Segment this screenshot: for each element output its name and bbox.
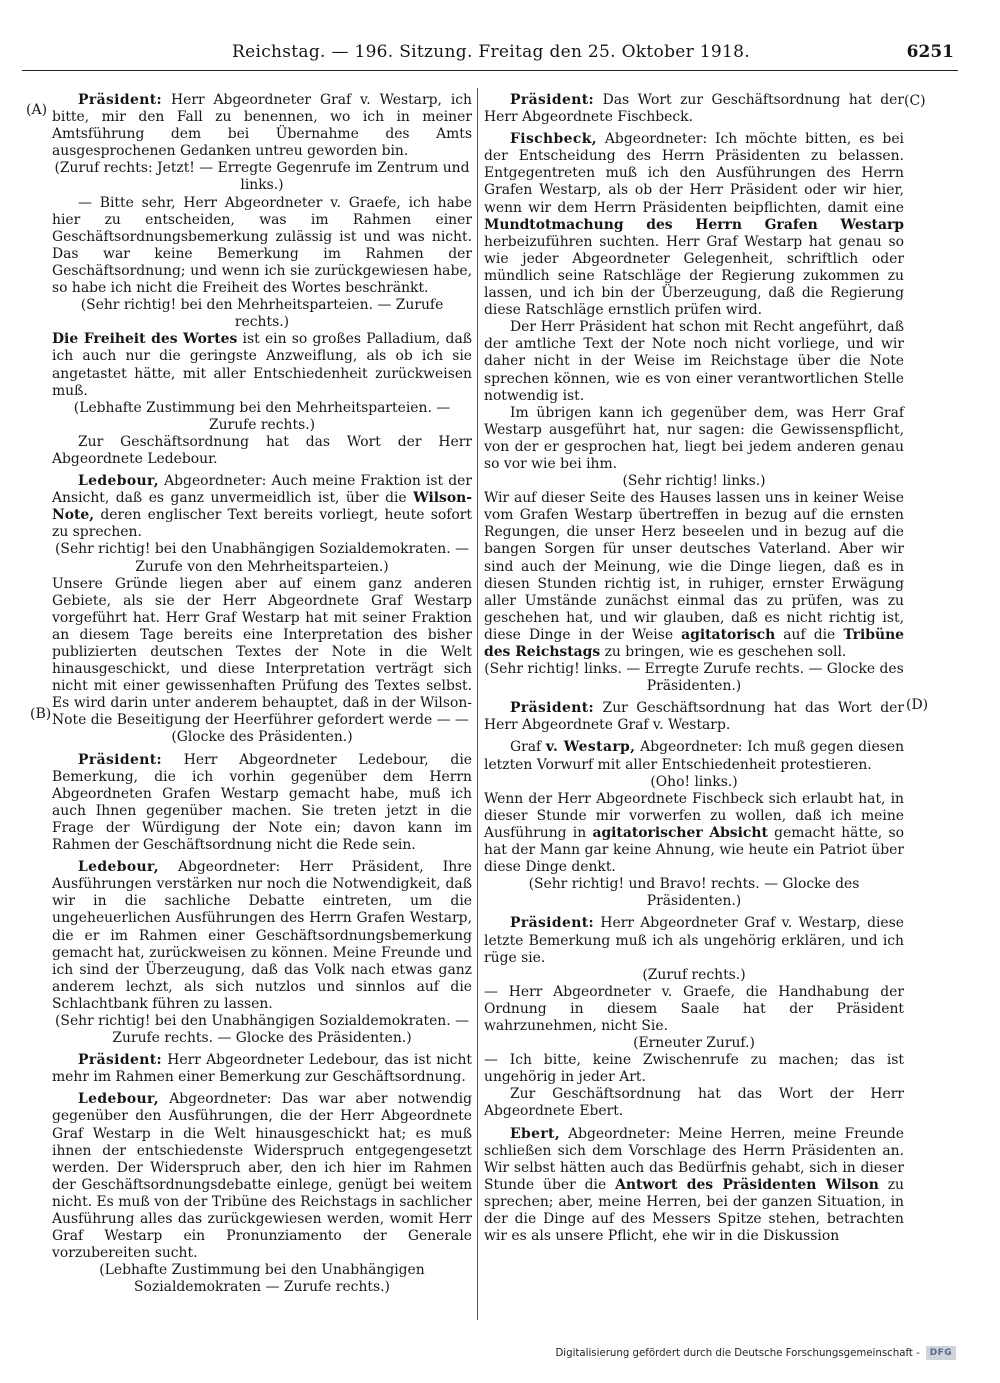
paragraph-text: zu sprechen; aber, meine Herren, bei der ganzen Situation, in der die Dinge auf des Messers Spitze stehen, betrachten wir es als unsere Pflicht, ehe wir in die Diskussion bbox=[484, 1176, 904, 1245]
column-divider bbox=[477, 88, 478, 1320]
margin-mark-c: (C) bbox=[904, 93, 926, 109]
speaker-name: Fischbeck, bbox=[510, 131, 597, 148]
interjection: (Sehr richtig! bei den Unabhängigen Sozialdemokraten. — Zurufe rechts. — Glocke des Präsidenten.) bbox=[55, 1012, 469, 1047]
paragraph-text: Abgeordneter: Ich muß gegen diesen letzten Vorwurf mit aller Entschiedenheit protestieren. bbox=[484, 739, 905, 773]
paragraph-text: Abgeordneter: Auch meine Fraktion ist der Ansicht, daß es ganz unvermeidlich ist, über die bbox=[52, 473, 472, 507]
interjection: (Sehr richtig! bei den Mehrheitsparteien. — Zurufe rechts.) bbox=[80, 297, 444, 331]
paragraph-text: Das Wort zur Geschäftsordnung hat der Herr Abgeordnete Fischbeck. bbox=[484, 92, 904, 126]
interjection: (Lebhafte Zustimmung bei den Mehrheitsparteien. — Zurufe rechts.) bbox=[73, 399, 451, 433]
paragraph bbox=[484, 131, 904, 319]
paragraph bbox=[52, 1091, 472, 1262]
paragraph-text: Zur Geschäftsordnung hat das Wort der Herr Abgeordnete Graf v. Westarp. bbox=[484, 700, 904, 734]
interjection: (Sehr richtig! links.) bbox=[622, 473, 766, 490]
paragraph-text: gemacht hätte, so hat der Mann gar keine Ahnung, wie heute ein Patriot über diese Dinge denkt. bbox=[484, 824, 904, 876]
interjection: (Sehr richtig! links. — Erregte Zurufe rechts. — Glocke des Präsidenten.) bbox=[484, 661, 904, 695]
paragraph bbox=[52, 92, 472, 160]
interjection: (Glocke des Präsidenten.) bbox=[171, 729, 353, 746]
paragraph bbox=[484, 791, 904, 876]
speaker-name: Ebert, bbox=[510, 1125, 561, 1142]
paragraph bbox=[484, 700, 904, 734]
page-header bbox=[0, 38, 1000, 78]
header-title: Reichstag. — 196. Sitzung. Freitag den 25. Oktober 1918. bbox=[232, 42, 750, 62]
speaker-name: Präsident: bbox=[78, 92, 163, 108]
paragraph-text: deren englischer Text bereits vorliegt, heute sofort zu sprechen. bbox=[52, 507, 472, 541]
right-column bbox=[484, 92, 904, 1245]
emphasized-text: Die Freiheit des Wortes bbox=[52, 331, 238, 348]
paragraph bbox=[52, 859, 472, 1013]
speaker-name: Ledebour, bbox=[78, 473, 159, 490]
paragraph bbox=[52, 1052, 472, 1086]
paragraph: Der Herr Präsident hat schon mit Recht angeführt, daß der amtliche Text der Note noch nicht vorliege, und wir daher nicht in der Weise im Reichstage über die Note sprechen können, wie es von einer verantwortlichen Stelle notwendig ist. bbox=[484, 319, 904, 404]
page-number: 6251 bbox=[906, 42, 954, 62]
dfg-logo: DFG bbox=[926, 1346, 956, 1360]
footer bbox=[555, 1344, 956, 1362]
paragraph bbox=[484, 1126, 904, 1246]
emphasized-text: agitatorisch bbox=[681, 626, 776, 643]
paragraph: — Ich bitte, keine Zwischenrufe zu machen; das ist ungehörig in jeder Art. bbox=[484, 1052, 904, 1086]
speaker-name: Präsident: bbox=[78, 751, 163, 768]
paragraph-text: Abgeordneter: Meine Herren, meine Freunde schließen sich dem Vorschlage des Herrn Präsidenten an. Wir selbst hätten auch das Bedürfnis gehabt, sich in dieser Stunde über die bbox=[484, 1125, 904, 1193]
emphasized-text: agitatorischer Absicht bbox=[592, 824, 768, 841]
paragraph-text: Herr Abgeordneter Ledebour, die Bemerkung, die ich vorhin gegenüber dem Herrn Abgeordneten Grafen Westarp gemacht habe, muß ich auch Ihnen gegenüber machen. Sie treten jetzt in die Frage der Würdigung der Note ein; davon kann im Rahmen der Geschäftsordnung nicht die Rede sein. bbox=[52, 751, 472, 854]
speaker-name: Präsident: bbox=[78, 1052, 163, 1069]
speaker-name: Ledebour, bbox=[78, 1091, 159, 1108]
paragraph-text: Abgeordneter: Herr Präsident, Ihre Ausführungen verstärken nur noch die Notwendigkeit, daß wir in die sachliche Debatte eintreten, um die ungeheuerlichen Ausführungen des Herrn Grafen Westarp, die er im Rahmen einer Geschäftsordnungsbemerkung gemacht hat, zurückweisen zu können. Meine Freunde und ich sind der Überzeugung, daß das Volk nach etwas ganz anderem lechzt, als sich nutzlos und sinnlos auf die Schlachtbank führen zu lassen. bbox=[52, 859, 472, 1012]
speaker-name: Präsident: bbox=[510, 92, 595, 108]
speaker-prefix: Graf bbox=[510, 739, 546, 756]
margin-mark-b: (B) bbox=[30, 706, 52, 722]
left-column bbox=[52, 92, 472, 1296]
emphasized-text: Tribüne des Reichstags bbox=[484, 626, 905, 660]
interjection: (Erneuter Zuruf.) bbox=[633, 1035, 755, 1052]
interjection: (Sehr richtig! bei den Unabhängigen Sozialdemokraten. — Zurufe von den Mehrheitsparteien.) bbox=[55, 541, 469, 575]
interjection: (Oho! links.) bbox=[650, 773, 738, 790]
margin-mark-a: (A) bbox=[26, 102, 48, 118]
speaker-name: Präsident: bbox=[510, 700, 595, 717]
paragraph bbox=[484, 915, 904, 966]
footer-credit: Digitalisierung gefördert durch die Deutsche Forschungsgemeinschaft - bbox=[555, 1347, 920, 1359]
emphasized-text: Wilson-Note, bbox=[52, 490, 472, 524]
paragraph: — Bitte sehr, Herr Abgeordneter v. Graefe, ich habe hier zu entscheiden, was im Rahmen einer Geschäftsordnungsbemerkung zulässig ist und was nicht. Das war keine Bemerkung im Rahmen der Geschäftsordnung; und wenn ich sie zurückgewiesen habe, so habe ich nicht die Freiheit des Wortes beschränkt. bbox=[52, 194, 472, 297]
paragraph bbox=[52, 473, 472, 541]
paragraph-text: ist ein so großes Palladium, daß ich auch nur die geringste Anzweiflung, als ob ich sie angetastet hätte, mit aller Entschiedenheit zurückweisen muß. bbox=[52, 331, 472, 399]
margin-mark-d: (D) bbox=[906, 697, 929, 713]
paragraph bbox=[484, 92, 904, 126]
paragraph-text: Wir auf dieser Seite des Hauses lassen uns in keiner Weise vom Grafen Westarp übertreffen in bezug auf die ernsten Regungen, die unser Herz beseelen und in bezug auf die bangen Sorgen für unser deutsches Vaterland. Aber wir sind auch der Meinung, wie die Dinge liegen, daß es in diesen Stunden richtig ist, in ruhiger, ernster Erwägung aller Umstände zunächst einmal das zu prüfen, was zu geschehen hat, und wir glauben, daß es nicht richtig ist, diese Dinge in der Weise bbox=[484, 490, 904, 643]
interjection: (Lebhafte Zustimmung bei den Unabhängigen Sozialdemokraten — Zurufe rechts.) bbox=[99, 1262, 425, 1296]
paragraph: Im übrigen kann ich gegenüber dem, was Herr Graf Westarp ausgeführt hat, nur sagen: die Gewissenspflicht, von der er gesprochen hat, liegt bei jedem anderen genau so vor wie bei ihm. bbox=[484, 404, 904, 472]
paragraph: Zur Geschäftsordnung hat das Wort der Herr Abgeordnete Ledebour. bbox=[52, 433, 472, 467]
paragraph: Unsere Gründe liegen aber auf einem ganz anderen Gebiete, als sie der Herr Abgeordnete Graf Westarp vorgeführt hat. Herr Graf Westarp hat mit seiner Fraktion an diesem Tage bereits eine Interpretation des bisher publizierten deutschen Textes der Note in die Welt hinausgeschickt, und diese Interpretation verträgt sich nicht mit einer gewissenhaften Prüfung des Textes selbst. Es wird darin unter anderem behauptet, daß in der Wilson-Note die Beseitigung der Heerführer gefordert werde — — bbox=[52, 575, 472, 729]
paragraph-text: zu bringen, wie es geschehen soll. bbox=[600, 644, 847, 660]
interjection: (Sehr richtig! und Bravo! rechts. — Glocke des Präsidenten.) bbox=[528, 876, 860, 910]
emphasized-text: Antwort des Präsidenten Wilson bbox=[615, 1176, 879, 1193]
paragraph: Zur Geschäftsordnung hat das Wort der Herr Abgeordnete Ebert. bbox=[484, 1086, 904, 1120]
interjection: (Zuruf rechts.) bbox=[642, 966, 746, 983]
paragraph bbox=[52, 331, 472, 399]
paragraph-text: Herr Abgeordneter Ledebour, das ist nicht mehr im Rahmen einer Bemerkung zur Geschäftsordnung. bbox=[52, 1052, 472, 1086]
paragraph: — Herr Abgeordneter v. Graefe, die Handhabung der Ordnung in diesem Saale hat der Präsident wahrzunehmen, nicht Sie. bbox=[484, 983, 904, 1034]
speaker-name: v. Westarp, bbox=[545, 739, 636, 756]
header-rule bbox=[22, 70, 958, 71]
emphasized-text: Mundtotmachung des Herrn Grafen Westarp bbox=[484, 216, 904, 233]
paragraph-text: Abgeordneter: Das war aber notwendig gegenüber den Ausführungen, die der Herr Abgeordnete Graf Westarp in die Welt hinausgeschickt hat; es muß ihnen der entschiedenste Widerspruch entgegengesetzt werden. Der Widerspruch aber, den ich hier im Rahmen der Geschäftsordnungsdebatte einlege, genügt bei weitem nicht. Es muß von der Tribüne des Reichstags in sachlicher Ausführung alles das zurückgewiesen werden, womit Herr Graf Westarp ein Pronunziamento der Generale vorzubereiten sucht. bbox=[52, 1091, 472, 1262]
paragraph bbox=[52, 752, 472, 855]
paragraph-text: auf die bbox=[775, 626, 844, 643]
paragraph-text: Wenn der Herr Abgeordnete Fischbeck sich erlaubt hat, in dieser Stunde mir vorwerfen zu wollen, daß ich meine Ausführung in bbox=[484, 790, 904, 841]
paragraph-text: Abgeordneter: Ich möchte bitten, es bei der Entscheidung des Herrn Präsidenten zu belassen. Entgegentreten muß ich den Ausführungen des Herrn Grafen Westarp, als ob der Herr Präsident oder wir hier, wenn wir dem Herrn Präsidenten beipflichten, damit eine bbox=[484, 131, 904, 216]
paragraph-text: herbeizuführen suchten. Herr Graf Westarp hat genau so wie jeder Abgeordneter Gelegenheit, schriftlich oder mündlich seine Ratschläge der Regierung zukommen zu lassen, und ich bin der Überzeugung, daß die Regierung diese Ratschläge ernstlich prüfen wird. bbox=[484, 233, 904, 319]
paragraph bbox=[484, 490, 904, 661]
speaker-name: Präsident: bbox=[510, 915, 595, 932]
speaker-name: Ledebour, bbox=[78, 859, 159, 876]
interjection: (Zuruf rechts: Jetzt! — Erregte Gegenrufe im Zentrum und links.) bbox=[54, 160, 470, 194]
paragraph bbox=[484, 739, 904, 773]
paragraph-text: Herr Abgeordneter Graf v. Westarp, diese letzte Bemerkung muß ich als ungehörig erklären, und ich rüge sie. bbox=[484, 915, 904, 966]
paragraph-text: Herr Abgeordneter Graf v. Westarp, ich bitte, mir den Fall zu benennen, wo ich in meiner Amtsführung dem bei Übernahme des Amts ausgesprochenen Gedanken untreu geworden bin. bbox=[52, 92, 472, 160]
